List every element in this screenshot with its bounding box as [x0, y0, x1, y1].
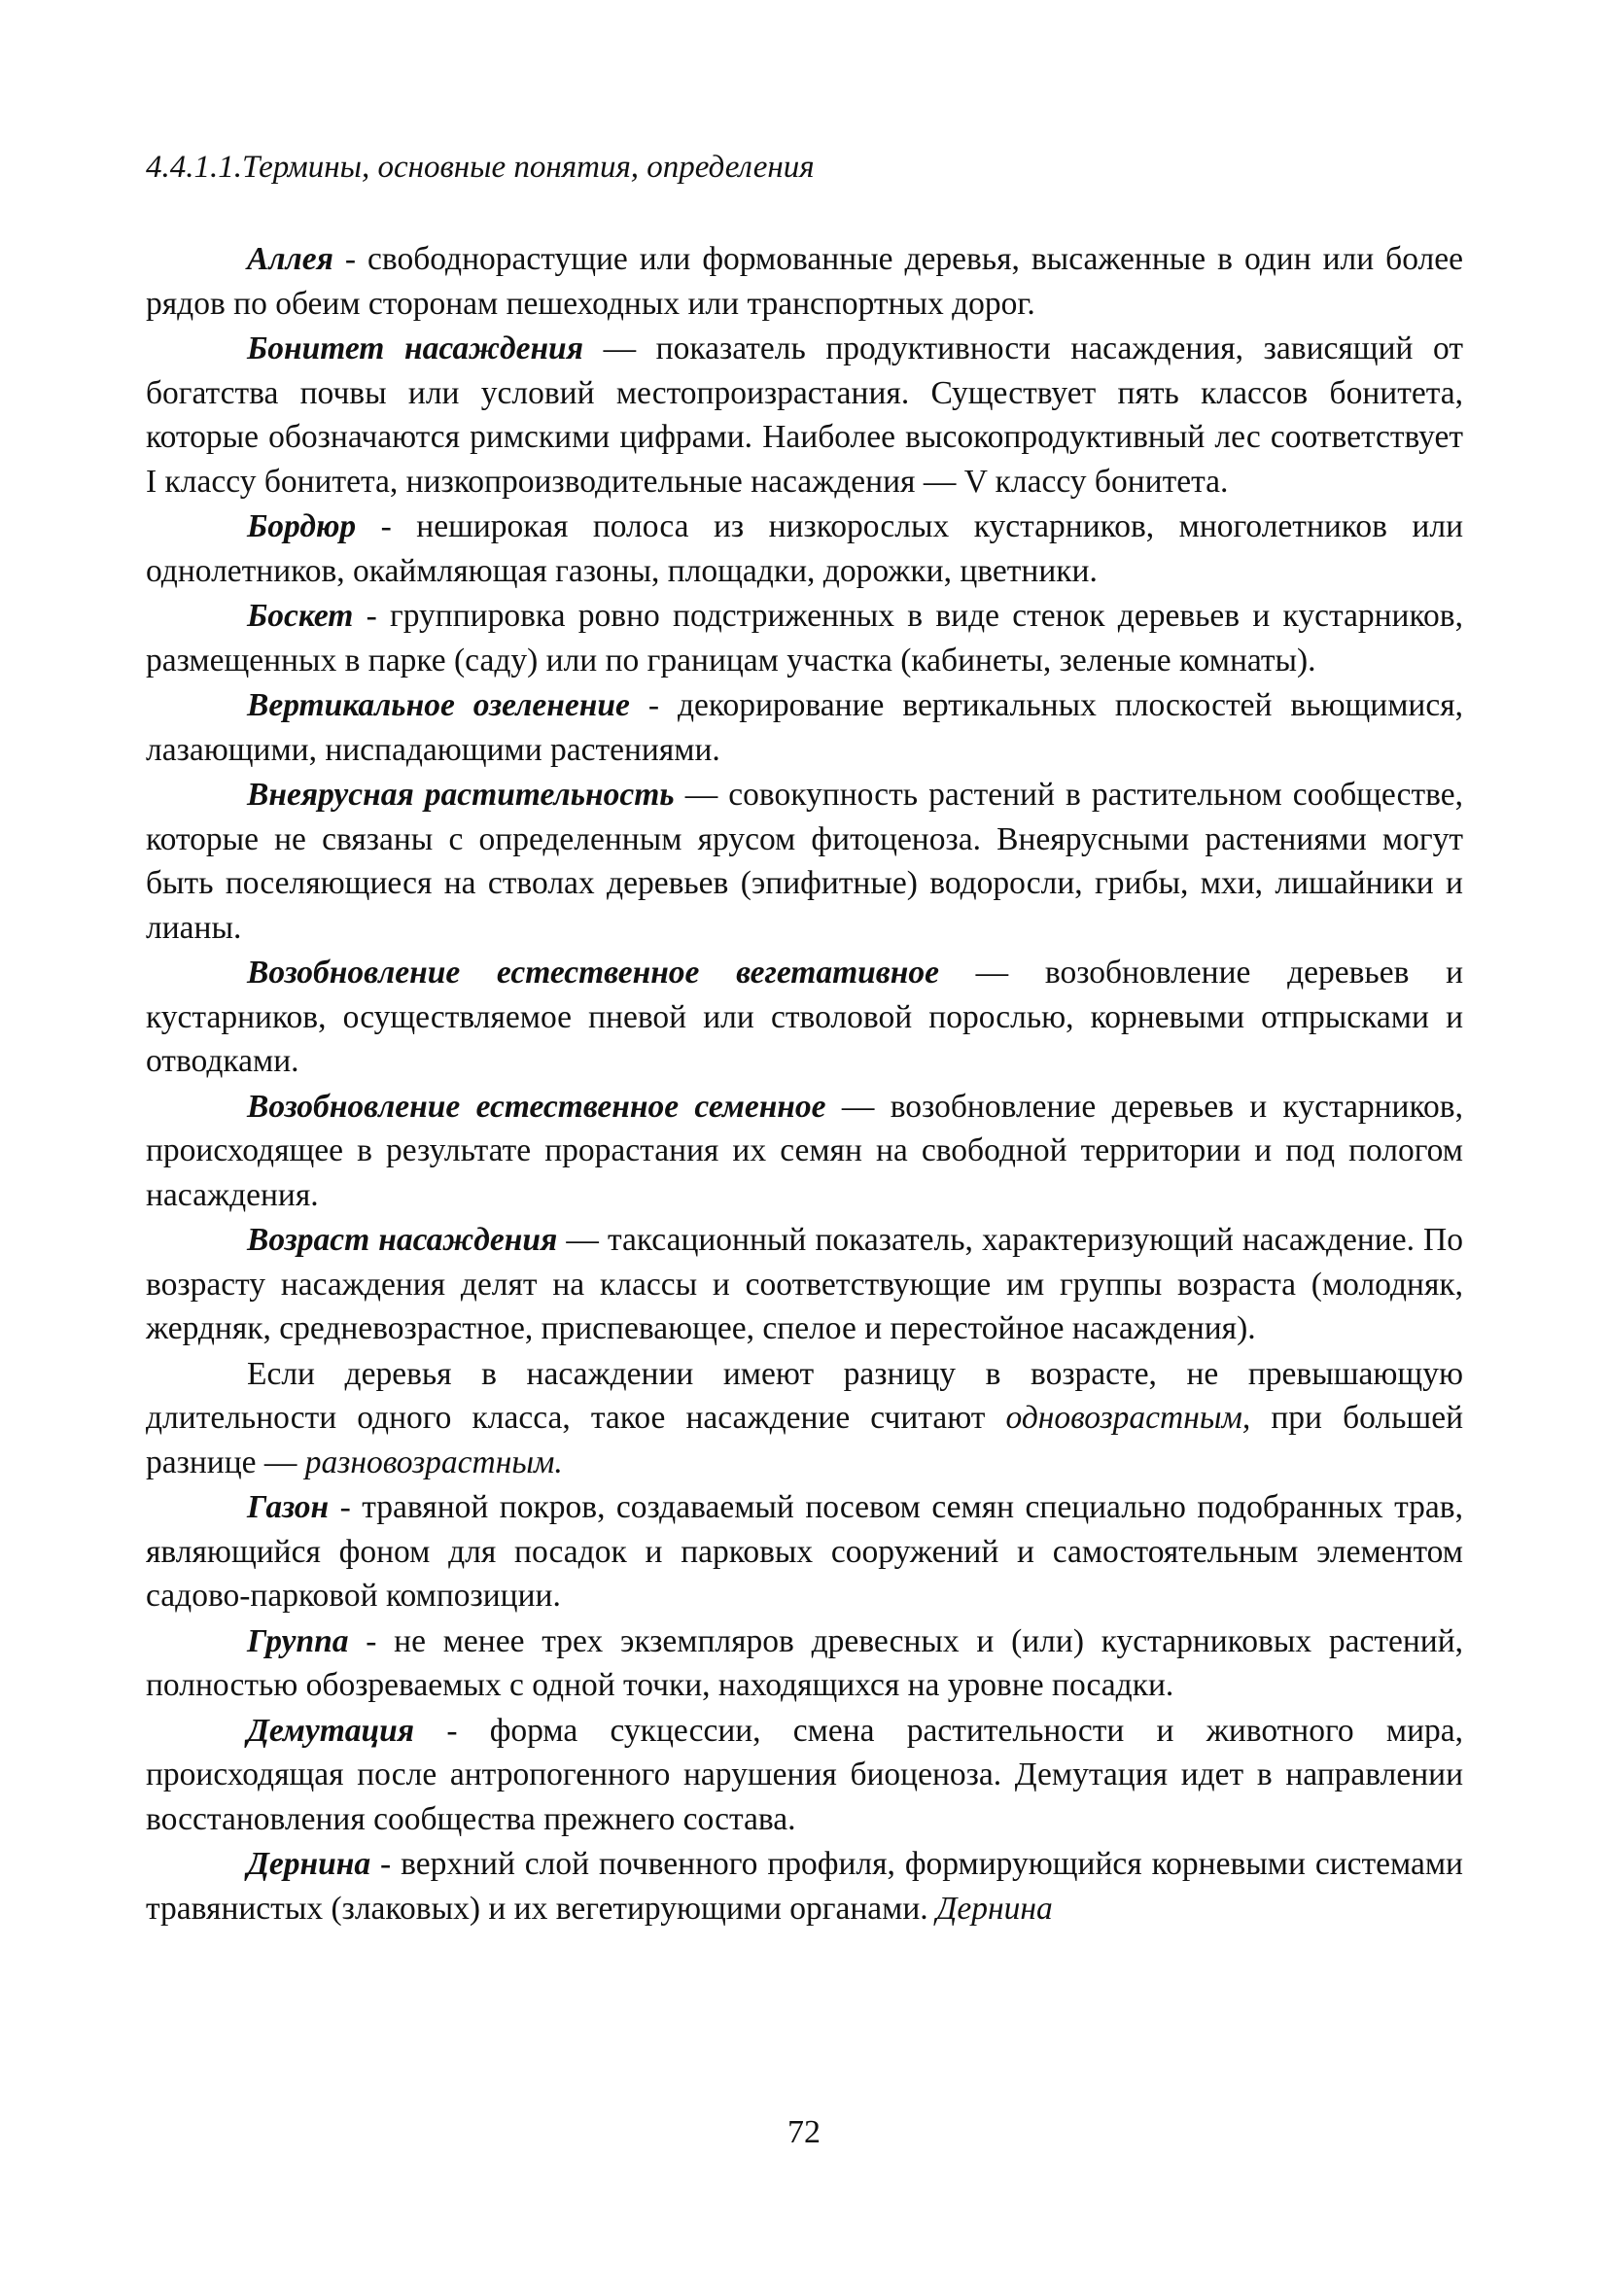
definition-text: - декорирование вертикальных плоскостей вьющимися, лазающими, ниспадающими растениями. — [146, 687, 1463, 768]
definition-text: — таксационный показатель, характеризующий насаждение. По возрасту насаждения делят на классы и соответствующие им группы возраста (молодняк, жердняк, средневозрастное, приспевающее, спелое и перестойное насаждения). — [146, 1222, 1464, 1346]
document-page — [146, 146, 1463, 1931]
definition-text: - форма сукцессии, смена растительности и животного мира, происходящая после антропогенного нарушения биоценоза. Демутация идет в направлении восстановления сообщества прежнего состава. — [146, 1712, 1463, 1837]
page-number: 72 — [787, 2114, 821, 2150]
term-label: Возраст насаждения — [247, 1222, 558, 1258]
definition-bonitet — [146, 327, 1463, 504]
definition-text: - группировка ровно подстриженных в виде стенок деревьев и кустарников, размещенных в парке (саду) или по границам участка (кабинеты, зеленые комнаты). — [146, 598, 1463, 678]
term-label: Бордюр — [247, 508, 357, 544]
definition-vertikalnoe-ozelenenie — [146, 683, 1463, 772]
definition-vozobnovlenie-vegetativnoe — [146, 951, 1463, 1084]
age-note-text: Если деревья в насаждении имеют разницу в возрасте, не превышающую длительности одного класса, такое насаждение считают — [146, 1355, 1463, 1436]
term-label: Вертикальное озеленение — [247, 687, 630, 723]
definition-vneyarusnaya — [146, 773, 1463, 950]
age-note-em: одновозрастным, — [1005, 1400, 1251, 1436]
definition-text: — возобновление деревьев и кустарников, происходящее в результате прорастания их семян на свободной территории и под пологом насаждения. — [146, 1088, 1463, 1213]
definition-text: — показатель продуктивности насаждения, зависящий от богатства почвы или условий местопроизрастания. Существует пять классов бонитета, которые обозначаются римскими цифрами. Наиболее высокопродуктивный лес соответствует I классу бонитета, низкопроизводительные насаждения — V классу бонитета. — [146, 330, 1463, 500]
definition-continuation: Дернина — [936, 1890, 1053, 1927]
term-label: Группа — [247, 1622, 349, 1659]
definition-demutaciya — [146, 1709, 1463, 1842]
term-label: Дернина — [247, 1846, 371, 1882]
definition-bosket — [146, 594, 1463, 682]
definition-text: — возобновление деревьев и кустарников, осуществляемое пневой или стволовой порослью, корневыми отпрысками и отводками. — [146, 955, 1463, 1079]
term-label: Возобновление естественное семенное — [247, 1088, 826, 1125]
definition-text: - свободнорастущие или формованные деревья, высаженные в один или более рядов по обеим сторонам пешеходных или транспортных дорог. — [146, 241, 1463, 322]
definition-bordyur — [146, 504, 1463, 593]
term-label: Бонитет насаждения — [247, 330, 583, 366]
section-heading: 4.4.1.1.Термины, основные понятия, определения — [146, 150, 815, 185]
definition-vozobnovlenie-semennoe — [146, 1085, 1463, 1218]
definition-gruppa — [146, 1619, 1463, 1708]
definition-alleya — [146, 237, 1463, 326]
term-label: Возобновление естественное вегетативное — [247, 955, 939, 991]
definition-text: - травяной покров, создаваемый посевом семян специально подобранных трав, являющийся фоном для посадок и парковых сооружений и самостоятельным элементом садово-парковой композиции. — [146, 1489, 1463, 1614]
definition-vozrast — [146, 1218, 1463, 1351]
term-label: Газон — [247, 1489, 330, 1525]
definition-gazon — [146, 1485, 1463, 1618]
age-note-em: разновозрастным. — [304, 1444, 563, 1480]
term-label: Внеярусная растительность — [247, 777, 675, 813]
definition-text: - неширокая полоса из низкорослых кустарников, многолетников или однолетников, окаймляющая газоны, площадки, дорожки, цветники. — [146, 508, 1463, 589]
definition-text: - не менее трех экземпляров древесных и (или) кустарниковых растений, полностью обозреваемых с одной точки, находящихся на уровне посадки. — [146, 1622, 1463, 1703]
definition-dernina — [146, 1842, 1463, 1931]
term-label: Боскет — [247, 598, 354, 634]
definition-text: — совокупность растений в растительном сообществе, которые не связаны с определенным ярусом фитоценоза. Внеярусными растениями могут быть поселяющиеся на стволах деревьев (эпифитные) водоросли, грибы, мхи, лишайники и лианы. — [146, 777, 1464, 946]
age-note-text: при большей разнице — — [146, 1400, 1464, 1480]
definition-text: - верхний слой почвенного профиля, формирующийся корневыми системами травянистых (злаковых) и их вегетирующими органами. — [146, 1846, 1463, 1927]
age-note-paragraph — [146, 1352, 1463, 1485]
term-label: Аллея — [247, 241, 333, 277]
term-label: Демутация — [247, 1712, 415, 1749]
